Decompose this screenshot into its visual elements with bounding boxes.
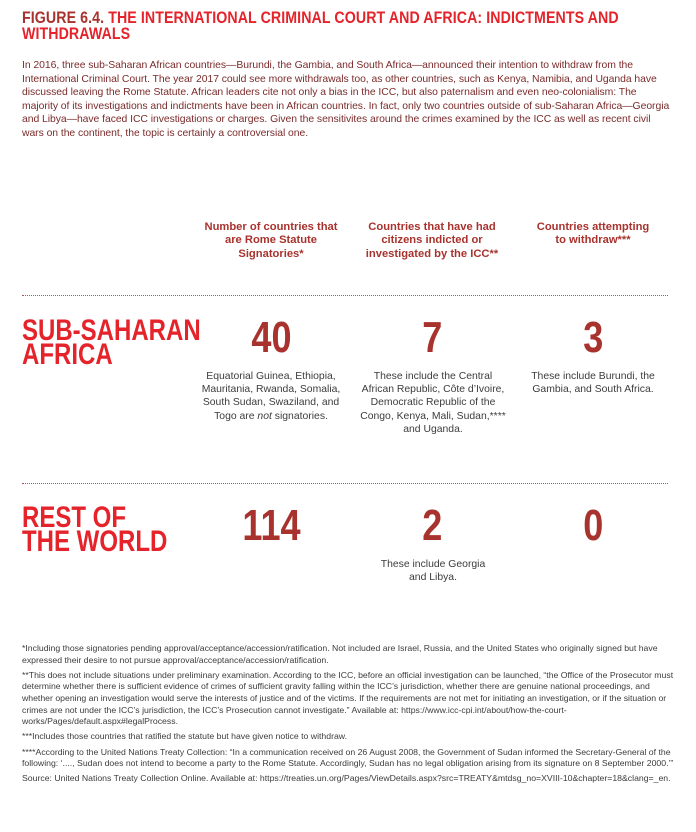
value-text: 7	[421, 313, 443, 362]
column-header-indicted: Countries that have had citizens indicted or investigated by the ICC**	[365, 221, 499, 260]
divider-dotted	[22, 483, 668, 484]
value-row-withdraw	[518, 501, 668, 550]
column-header-withdraw-text: Countries attempting to withdraw***	[536, 221, 650, 247]
value-text: 2	[421, 501, 443, 550]
note-text: Equatorial Guinea, Ethiopia, Mauritania, Rwanda, Somalia, South Sudan, Swaziland, and Togo are	[201, 371, 341, 422]
divider-dotted	[22, 295, 668, 296]
value-text: 40	[250, 313, 292, 362]
row-label-line: REST OF	[22, 501, 127, 534]
value-ssa-signatories	[196, 313, 346, 362]
source-note: Source: United Nations Treaty Collection Online. Available at: https://treaties.un.org/Pages/ViewDetails.aspx?src=TREATY&mtdsg_no=XVIII-10&chapter=18&clang=_en.	[22, 773, 671, 784]
column-header-withdraw	[530, 221, 656, 248]
value-text: 3	[582, 313, 604, 362]
note-emphasis: not	[257, 410, 272, 422]
note-row-indicted	[357, 558, 509, 584]
note-text: These include the Central African Republic, Côte d’Ivoire, Democratic Republic of the Congo, Kenya, Mali, Sudan,**** and Uganda.	[360, 371, 506, 435]
note-ssa-indicted	[357, 370, 509, 436]
note-ssa-withdraw	[520, 370, 666, 396]
note-text: These include Burundi, the Gambia, and South Africa.	[531, 371, 655, 396]
footnote-3: ***Includes those countries that ratified the statute but have given notice to withdraw.	[22, 731, 348, 742]
row-label-line: THE WORLD	[22, 525, 168, 558]
note-text: signatories.	[271, 410, 328, 422]
footnote-4: ****According to the United Nations Treaty Collection: “In a communication received on 26 August 2008, the Government of Sudan informed the Secretary-General of the following: ‘...., Sudan does not intend to become a party to the Rome Statute. Accordingly, Sudan has no legal obligation arising from its signature on 8 September 2000.’”	[22, 746, 674, 769]
value-row-indicted	[357, 501, 507, 550]
figure-label: FIGURE 6.4.	[22, 9, 105, 27]
value-text: 0	[582, 501, 604, 550]
value-ssa-withdraw	[518, 313, 668, 362]
note-text: These include Georgia and Libya.	[380, 559, 486, 584]
figure-title	[22, 10, 676, 42]
figure-title-text: THE INTERNATIONAL CRIMINAL COURT AND AFRICA: INDICTMENTS AND WITHDRAWALS	[22, 9, 619, 43]
value-ssa-indicted	[357, 313, 507, 362]
row-label-line: SUB-SAHARAN	[22, 314, 201, 347]
footnotes	[22, 643, 674, 789]
column-header-signatories: Number of countries that are Rome Statute Signatories*	[204, 221, 338, 260]
value-row-signatories	[196, 501, 346, 550]
footnote-2: **This does not include situations under preliminary examination. According to the ICC, before an official investigation can be launched, “the Office of the Prosecutor must determine whether there is sufficient evidence of crimes of sufficient gravity falling within the ICC’s jurisdiction, whether there are genuine national proceedings, and whether opening an investigation would serve the interests of justice and of the victims. If the requirements are not met for initiating an investigation, or if the situation or crimes are not under the ICC’s jurisdiction, the ICC’s Prosecution cannot investigate.” Available at: https://www.icc-cpi.int/about/how-the-court-works/Pages/default.aspx#legalProcess.	[22, 669, 674, 727]
footnote-1: *Including those signatories pending approval/acceptance/accession/ratification. Not included are Israel, Russia, and the United States who originally signed but have expressed their desire to not pursue approval/acceptance/accession/ratification.	[22, 643, 658, 665]
row-label-line: AFRICA	[22, 338, 113, 371]
intro-paragraph: In 2016, three sub-Saharan African countries—Burundi, the Gambia, and South Africa—announced their intention to withdraw from the International Criminal Court. The year 2017 could see more withdrawals too, as other countries, such as Kenya, Namibia, and Uganda have discussed leaving the Rome Statute. African leaders cite not only a bias in the ICC, but also paternalism and even neo-colonialism: The majority of its investigations and indictments have been in African countries. In fact, only two countries outside of sub-Saharan Africa—Georgia and Libya—have faced ICC investigations or charges. Given the sensitivites around the crimes examined by the ICC as well as recent civil wars on the continent, the topic is certainly a controversial one.	[22, 60, 670, 139]
value-text: 114	[241, 501, 301, 550]
note-ssa-signatories	[198, 370, 344, 423]
